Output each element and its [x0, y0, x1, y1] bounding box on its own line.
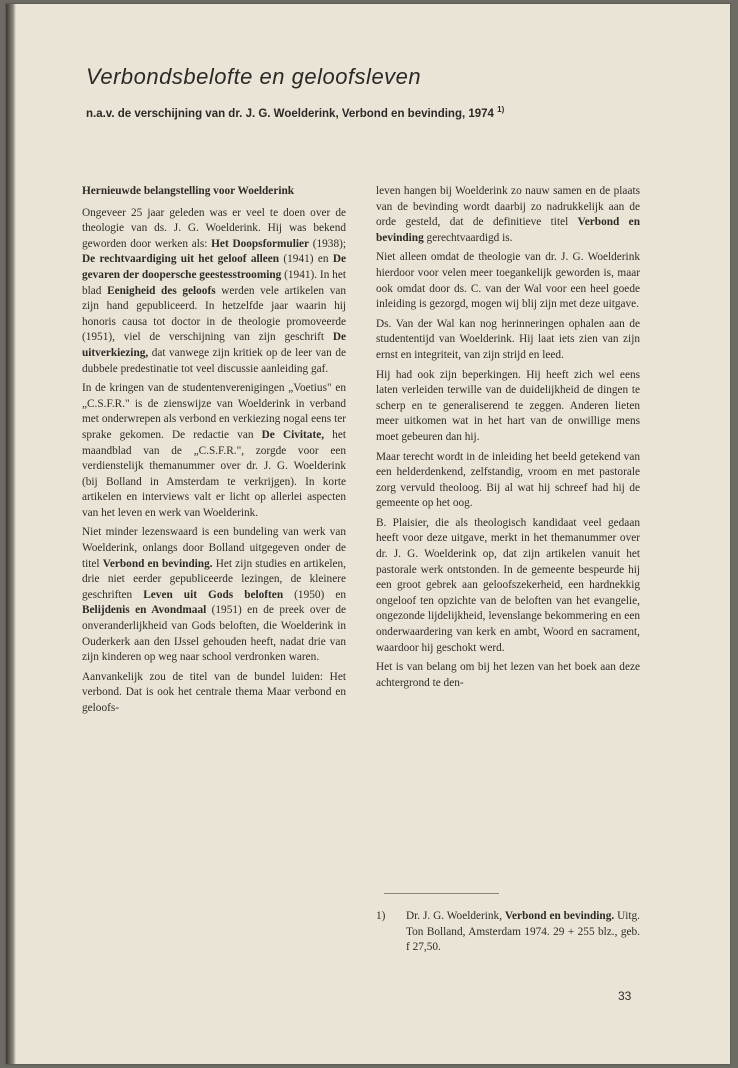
- paragraph: [376, 368, 640, 446]
- text-run: B. Plaisier, die als theologisch kandidaat veel gedaan heeft voor deze uitgave, merkt in het themanummer over dr. J. G. Woelderink op, dat zijn artikelen vanuit het pastorale werk ontstonden. In de gemeente bespeurde hij een groot gebrek aan geloofszekerheid, een hardnekkig ongeloof ten opzichte van de beloften van het evangelie, ongezonde lijdelijkheid, levenslange bekommering en een onderwaardering van kerk en ambt, Woord en sacrament, waardoor hij geschokt werd.: [376, 516, 640, 654]
- article-subtitle: [86, 105, 504, 120]
- text-run: (1938);: [309, 237, 346, 250]
- paragraph: [82, 206, 346, 378]
- bold-title-text: Verbond en bevinding.: [504, 910, 615, 922]
- paragraph: [82, 525, 346, 665]
- text-run: Ds. Van der Wal kan nog herinneringen ophalen aan de studententijd van Woelderink. Hij laat iets zien van zijn ernst en integriteit, van zijn strijd en leed.: [376, 317, 640, 361]
- text-run: (1950) en: [283, 588, 346, 601]
- text-run: het maandblad van de „C.S.F.R.", zorgde voor een verdienstelijk themanummer over dr. J. G. Woelderink (bij Bolland in Amsterdam te verkrijgen). In korte artikelen en interviews valt er licht op allerlei aspecten van het leven en werk van Woelderink.: [82, 428, 346, 519]
- text-run: Het is van belang om bij het lezen van het boek aan deze achtergrond te den-: [376, 661, 640, 689]
- bold-title-text: Eenigheid des geloofs: [107, 284, 216, 297]
- footnote-marker: 1): [376, 910, 386, 922]
- text-run: Dr. J. G. Woelderink,: [406, 910, 505, 922]
- article-title: Verbondsbelofte en geloofsleven: [86, 64, 422, 89]
- paragraph: [376, 317, 640, 364]
- bold-title-text: De rechtvaardiging uit het geloof alleen: [82, 253, 280, 266]
- bold-title-text: Het Doopsformulier: [211, 237, 309, 250]
- section-heading: Hernieuwde belangstelling voor Woelderink: [82, 185, 295, 197]
- paragraph: [376, 250, 640, 312]
- bold-title-text: Verbond en bevinding: [376, 216, 640, 244]
- paragraph: [82, 381, 346, 521]
- text-run: dat vanwege zijn kritiek op de leer van de dubbele predestinatie tot veel discussie aanleiding gaf.: [82, 346, 346, 375]
- paragraph: [376, 516, 640, 656]
- left-column: [82, 184, 346, 721]
- book-page: [6, 4, 730, 1064]
- footnote-divider: [384, 893, 499, 894]
- text-run: (1941) en: [279, 253, 333, 266]
- page-number: 33: [618, 989, 632, 1003]
- text-run: Hij had ook zijn beperkingen. Hij heeft zich wel eens laten verleiden terwille van de duidelijkheid de dingen te scherp en te generaliserend te zeggen. Anderen lieten meer uitkomen wat in het hart van de onwillige mens moet gebeuren dan hij.: [376, 368, 640, 443]
- paragraph: [376, 184, 640, 246]
- footnote: [376, 909, 640, 956]
- subtitle-footnote-marker: 1): [497, 105, 505, 114]
- text-run: gerechtvaardigd is.: [423, 231, 513, 244]
- text-run: (1951) en de preek over de onveranderlijkheid van Gods beloften, die Woelderink in Ouderkerk aan den IJssel gehouden heeft, nadat drie van zijn kinderen op weg naar school verdronken waren.: [82, 604, 346, 664]
- text-run: In de kringen van de studentenverenigingen „Voetius" en „C.S.F.R." is de zienswijze van Woelderink in verband met onderwrepen als verbond en verkiezing nogal eens ter sprake gekomen. De redactie van: [82, 382, 346, 441]
- bold-title-text: Leven uit Gods beloften: [143, 588, 284, 601]
- text-run: Niet alleen omdat de theologie van dr. J. G. Woelderink hierdoor voor velen meer toegankelijk geworden is, maar ook omdat door ds. C. van der Wal voor een heel goede inleiding is gezorgd, mogen wij blij zijn met deze uitgave.: [376, 251, 640, 311]
- bold-title-text: De Civitate,: [261, 428, 325, 441]
- page-spine-shadow: [6, 4, 16, 1064]
- text-run: Maar terecht wordt in de inleiding het beeld getekend van een helderdenkend, zelfstandig, vroom en met pastorale zorg vervuld theoloog. Bij al wat hij schreef had hij de gemeente op het oog.: [376, 450, 640, 510]
- subtitle-text: n.a.v. de verschijning van dr. J. G. Woelderink, Verbond en bevinding, 1974: [86, 107, 494, 120]
- paragraph: [376, 660, 640, 691]
- bold-title-text: De uitverkiezing,: [82, 331, 346, 359]
- bold-title-text: Belijdenis en Avondmaal: [82, 604, 207, 617]
- text-run: Uitg. Ton Bolland, Amsterdam 1974. 29 + 255 blz., geb. f 27,50.: [406, 910, 640, 954]
- bold-title-text: Verbond en bevinding.: [102, 557, 213, 570]
- text-run: werden vele artikelen van zijn hand gepubliceerd. In hetzelfde jaar waarin hij honoris causa tot doctor in de theologie promoveerde (1951), viel de verschijning van zijn geschrift: [82, 284, 347, 344]
- text-run: Aanvankelijk zou de titel van de bundel luiden: Het verbond. Dat is ook het centrale thema Maar verbond en geloofs-: [82, 670, 346, 714]
- footnote-text: [406, 909, 640, 956]
- text-run: Het zijn studies en artikelen, drie niet eerder gepubliceerde lezingen, de kleinere geschriften: [82, 557, 346, 601]
- text-run: Niet minder lezenswaard is een bundeling van werk van Woelderink, onlangs door Bolland uitgegeven onder de titel: [82, 526, 346, 570]
- text-run: (1941). In het blad: [82, 268, 346, 297]
- paragraph: [376, 450, 640, 512]
- text-run: leven hangen bij Woelderink zo nauw samen en de plaats van de bevinding wordt daarbij zo nadrukkelijk aan de orde gesteld, dat de definitieve titel: [376, 185, 640, 229]
- right-column: [376, 184, 640, 695]
- text-run: Ongeveer 25 jaar geleden was er veel te doen over de theologie van ds. J. G. Woelderink. Hij was bekend geworden door werken als:: [82, 206, 346, 250]
- bold-title-text: De gevaren der doopersche geestesstrooming: [82, 253, 346, 281]
- paragraph: [82, 670, 346, 717]
